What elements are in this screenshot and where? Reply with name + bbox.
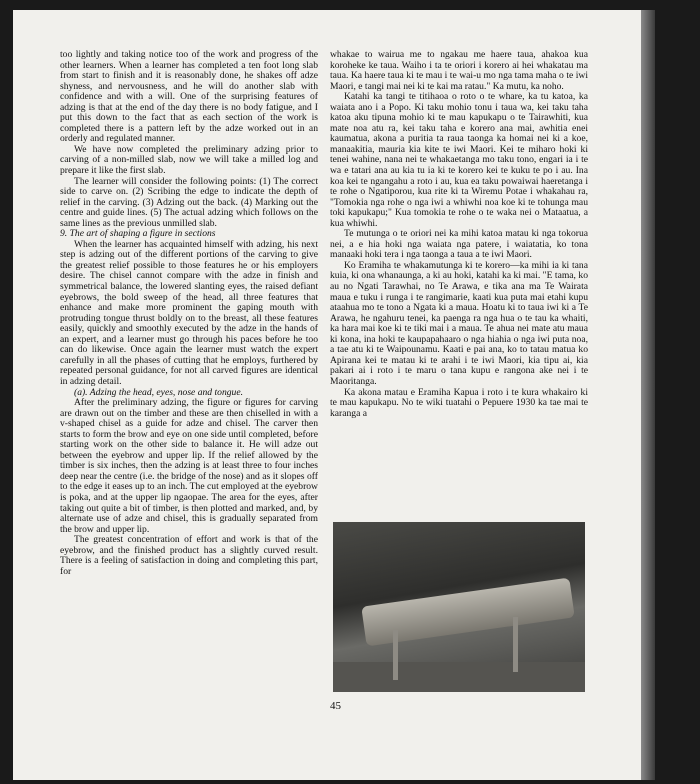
paragraph: Katahi ka tangi te titihaoa o roto o te whare, ka tu katoa, ka waiata ano i a Popo. Ki taku mohio tonu i taua wa, kei taku taha katoa aku tipuna mohio ki te mau kapukapu o te Tairawhiti, kua mate noa atu ra, kei taku taha e korero ana mai, awhitia enei kaumatua, akona a puritia ta raua taonga ka homai nei ki a koe, manaakitia, mauria kia kite te iwi Maori. Kei te miharo hoki ki tenei wahine, nana nei te whakaetanga mo taku tono, engari ia i te wa e tatari ana au kia tu ia ki te korero kei te kuku te po i au. Ina koa kei te ngangahu a roto i au, kua ea taku powaiwai haeretanga i te rohe o Ngatiporou, kua rite ki ta Wiremu Potae i whakahau ra, "Tomokia nga rohe o nga iwi a whiwhi noa koe ki te tohunga mau toki kapukapu;" Kua tomokia te rohe o te waka nei o Mataatua, a kua whiwhi. bbox=[330, 91, 588, 229]
paragraph: Ko Eramiha te whakamutunga ki te korero—ka mihi ia ki tana kuia, ki ona whanaunga, a ki au hoki, katahi ka ki mai. "E tama, ko au no Ngati Tarawhai, no Te Arawa, e tika ana ma Te Wairata maua e tuku i runga i te rangimarie, kaati kua puta mai etahi kupu ataahua mo te tono a Ngata ki a maua. Hoatu ki to taua iwi ki a Te Arawa, he ngahuru tenei, ka paenga ra nga hua o te tau ka whaiti, ka hara mai koe ki te tiki mai i a maua. Te ahua nei mate atu maua ki kona, ina hoki te kaupapahaaro o nga hiahia o nga iwi puta noa, a tae atu ki te Waipounamu. Kaati e pai ana, ko to tatau matua ko Apirana kei te matau ki te arahi i te iwi Maori, kia tipu ai, kia pakari ai i roto i te maru o tana kupu e rangona ake nei i te Maoritanga. bbox=[330, 259, 588, 387]
left-column bbox=[60, 50, 318, 577]
paragraph: Te mutunga o te oriori nei ka mihi katoa matau ki nga tokorua nei, a e hia hoki nga waiata nga patere, i waiatatia, ko tona manaaki hoki tera i nga taonga a taua a te iwi Maori. bbox=[330, 228, 588, 261]
paragraph: The greatest concentration of effort and work is that of the eyebrow, and the finished product has a slightly curved result. There is a feeling of satisfaction in doing and completing this part, for bbox=[60, 534, 318, 577]
paragraph: When the learner has acquainted himself with adzing, his next step is adzing out of the different portions of the carving to give the greatest relief possible to those features he or his employers desire. The chisel cannot compare with the adze in finish and symmetrical balance, the lowered slanting eyes, the raised defiant eyebrows, the bold sweep of the head, all three features that enhance and make more prominent the gaping mouth with protruding tongue thrust boldly on to the breast, all these features easily, quickly and smoothly executed by the adze in the hands of an expert, and a learner must go through his paces before he too can do likewise. Once again the learner must watch the expert carefully in all the phases of cutting that he employs, furthered by repeated personal guidance, for not all carved figures are identical in adzing detail. bbox=[60, 238, 318, 387]
paragraph: After the preliminary adzing, the figure or figures for carving are drawn out on the timber and these are then chiselled in with a v-shaped chisel as a guide for adze and chisel. The carver then starts to form the brow and eye on one side until completed, before starting work on the other side to balance it. He will adze out between the eyebrow and upper lip. If the relief allowed by the timber is six inches, then the adzing is at least three to four inches deep near the centre (i.e. the bridge of the nose) and as it slopes off to the edge it eases up to an inch. The cut employed at the eyebrow is poka, and at the upper lip ngaopae. The area for the eyes, after taking out quite a bit of timber, is then plotted and marked, and, by alternate use of adze and chisel, this is gradually separated from the brow and upper lip. bbox=[60, 397, 318, 535]
paragraph: whakae to wairua me to ngakau me haere taua, ahakoa kua koroheke ke taua. Waiho i ta te oriori i korero ai hei whakatau ma taua. Ka haere taua ki te mau i te wai-u mo nga tama maha o te iwi Maori, e tangi mai nei ki te kai ma ratau." Ka mutu, ka noho. bbox=[330, 49, 588, 92]
section-heading: 9. The art of shaping a figure in sections bbox=[60, 228, 216, 240]
paragraph: too lightly and taking notice too of the work and progress of the other learners. When a learner has completed a ten foot long slab from start to finish and it is reasonably done, he shakes off adze shyness, and nervousness, and he will do another slab with confidence and with a will. One of the surprising features of adzing is that at the end of the day there is no body fatigue, and I put this down to the fact that as each section of the work is completed there is a pattern left by the adze worked out in an orderly and regulated manner. bbox=[60, 49, 318, 145]
right-column bbox=[330, 50, 588, 419]
paragraph: We have now completed the preliminary adzing prior to carving of a non-milled slab, now we will take a milled log and prepare it like the first slab. bbox=[60, 143, 318, 177]
photo-trestle bbox=[393, 630, 398, 680]
paragraph: The learner will consider the following points: (1) The correct side to carve on. (2) Scribing the edge to indicate the depth of relief in the carving. (3) Adzing out the back. (4) Marking out the centre and guide lines. (5) The actual adzing which follows on the same lines as the previous unmilled slab. bbox=[60, 175, 318, 229]
book-spine bbox=[641, 10, 655, 780]
photo-ground bbox=[333, 662, 585, 692]
page-number: 45 bbox=[330, 700, 341, 712]
paragraph: Ka akona matau e Eramiha Kapua i roto i te kura whakairo ki te mau kapukapu. No te wiki tuatahi o Pepuere 1930 ka tae mai te karanga a bbox=[330, 386, 588, 419]
photograph bbox=[333, 522, 585, 692]
subsection-heading: (a). Adzing the head, eyes, nose and tongue. bbox=[74, 386, 244, 398]
photo-trestle bbox=[513, 617, 518, 672]
